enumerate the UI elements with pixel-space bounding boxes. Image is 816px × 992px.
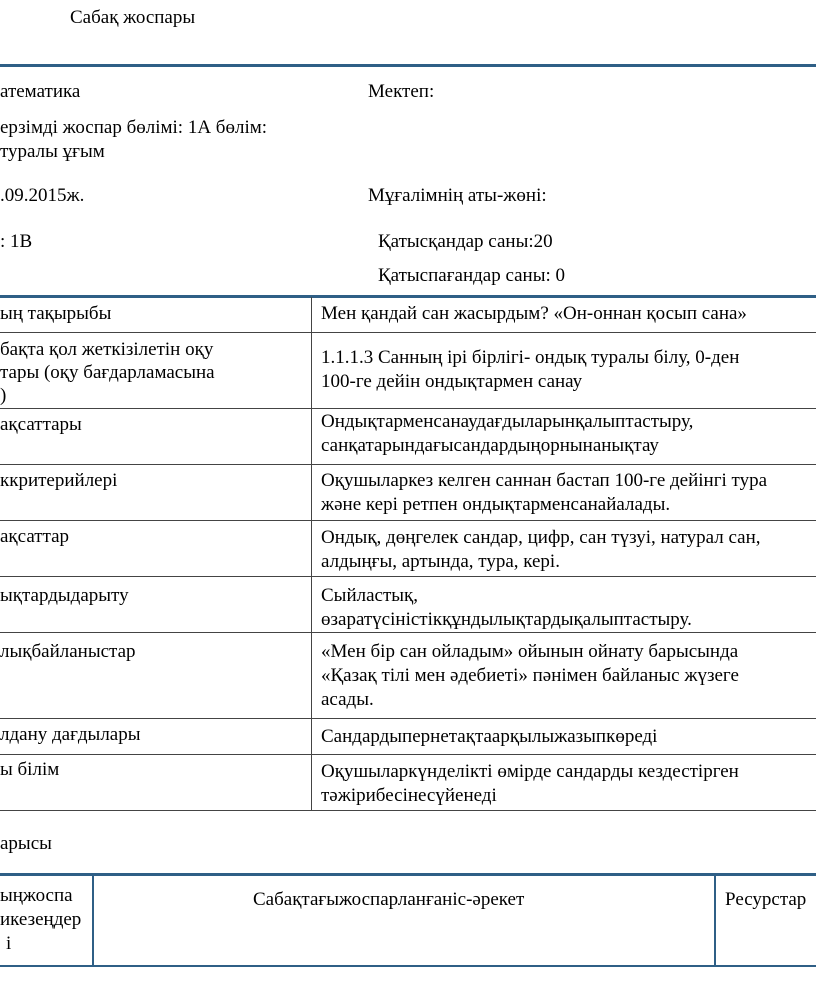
table-row-value: «Қазақ тілі мен әдебиеті» пәнімен байланыс жүзеге	[321, 665, 739, 686]
table-row-value: асады.	[321, 689, 374, 710]
table-row-label: тары (оқу бағдарламасына	[0, 362, 215, 383]
row-divider	[0, 408, 816, 409]
table2-col3-header: Ресурстар	[725, 889, 807, 910]
present-count: Қатысқандар саны:20	[378, 231, 553, 252]
table-row-value: Сандардыпернетақтаарқылыжазыпкөреді	[321, 726, 658, 747]
table-row-value: және кері ретпен ондықтарменсанайалады.	[321, 494, 671, 515]
table-row-value: Оқушыларкүнделікті өмірде сандарды кездестірген	[321, 761, 739, 782]
table-row-label: лдану дағдылары	[0, 724, 141, 745]
table-row-value: Сыйластық,	[321, 585, 419, 606]
row-divider	[0, 464, 816, 465]
row-divider	[0, 754, 816, 755]
table2-top-border	[0, 873, 816, 876]
section-title: арысы	[0, 833, 52, 854]
table-row-value: 1.1.1.3 Санның ірі бірлігі- ондық туралы білу, 0-ден	[321, 347, 740, 368]
table-column-divider	[311, 297, 312, 811]
table-bottom-border	[0, 810, 816, 811]
table-row-value: санқатарындағысандардыңорнынанықтау	[321, 435, 659, 456]
table-row-label: бақта қол жеткізілетін оқу	[0, 339, 214, 360]
row-divider	[0, 718, 816, 719]
table-row-label: )	[0, 385, 7, 406]
table-row-value: тәжірибесінесүйенеді	[321, 785, 497, 806]
section-label-line2: туралы ұғым	[0, 141, 105, 162]
table-row-value: Оқушыларкез келген саннан бастап 100-ге дейінгі тура	[321, 470, 768, 491]
absent-count: Қатыспағандар саны: 0	[378, 265, 566, 286]
teacher-label: Мұғалімнің аты-жөні:	[368, 185, 547, 206]
header-top-border	[0, 64, 816, 67]
table2-column-divider	[92, 875, 94, 967]
table-row-label: ккритерийлері	[0, 470, 118, 491]
table-row-label: ы білім	[0, 759, 60, 780]
table2-column-divider	[714, 875, 716, 967]
table-row-label: ың тақырыбы	[0, 303, 112, 324]
table-row-value: өзаратүсініcтікқұндылықтардықалыптастыру.	[321, 609, 692, 630]
row-divider	[0, 576, 816, 577]
subject-label: атематика	[0, 81, 81, 102]
table2-col1-header: і	[6, 933, 12, 954]
table-row-value: Ондықтарменсанаудағдыларынқалыптастыру,	[321, 411, 694, 432]
date-label: .09.2015ж.	[0, 185, 85, 206]
table-top-border	[0, 295, 816, 298]
section-label-line1: ерзімді жоспар бөлімі: 1А бөлім:	[0, 117, 268, 138]
table-row-value: алдыңғы, артында, тура, кері.	[321, 551, 560, 572]
table-row-value: Ондық, дөңгелек сандар, цифр, сан түзуі, натурал сан,	[321, 527, 761, 548]
row-divider	[0, 332, 816, 333]
table-row-label: ақсаттар	[0, 526, 70, 547]
table-row-value: «Мен бір сан ойладым» ойынын ойнату барысында	[321, 641, 739, 662]
table-row-value: 100-ге дейін ондықтармен санау	[321, 371, 583, 392]
table2-col2-header: Сабақтағыжоспарланғаніс-әрекет	[253, 889, 525, 910]
table-row-label: ықтардыдарыту	[0, 585, 129, 606]
class-label: : 1В	[0, 231, 33, 252]
row-divider	[0, 520, 816, 521]
page-title: Сабақ жоспары	[70, 7, 196, 28]
table-row-label: ақсаттары	[0, 414, 82, 435]
row-divider	[0, 632, 816, 633]
table2-col1-header: икезеңдер	[0, 909, 82, 930]
table-row-label: лықбайланыстар	[0, 641, 136, 662]
table2-bottom-border	[0, 965, 816, 967]
school-label: Мектеп:	[368, 81, 435, 102]
table2-col1-header: ыңжоспа	[0, 885, 73, 906]
table-row-value: Мен қандай сан жасырдым? «Он-оннан қосып сана»	[321, 303, 747, 324]
